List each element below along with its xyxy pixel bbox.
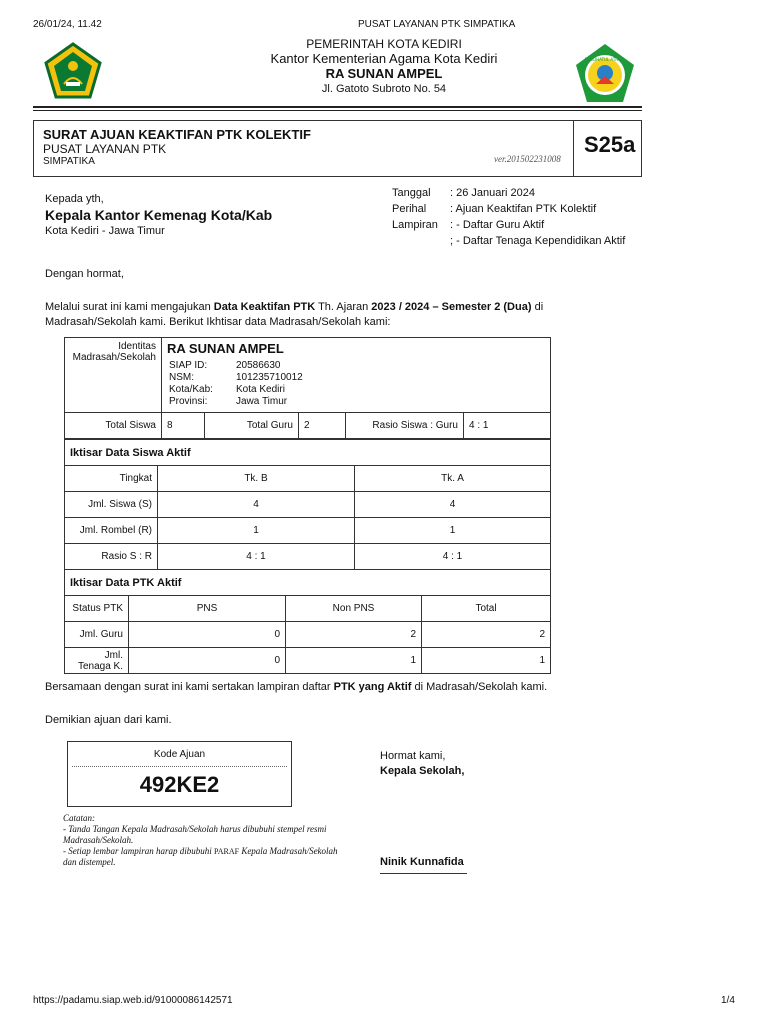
table-row: [65, 466, 551, 492]
identity-school-name: RA SUNAN AMPEL: [167, 341, 284, 356]
field-label: Provinsi:: [169, 396, 208, 407]
row-label: Jml. Guru: [65, 622, 129, 648]
cell: 4 : 1: [158, 544, 355, 570]
cell: 4 : 1: [355, 544, 551, 570]
notes-title: Catatan:: [63, 813, 96, 823]
row-label: Jml. Siswa (S): [65, 492, 158, 518]
row-label: Jml. Tenaga K.: [65, 648, 129, 674]
ptk-summary-table: [64, 569, 551, 674]
total-guru-value: 2: [299, 413, 346, 439]
cell: 2: [422, 622, 551, 648]
signature-title: Kepala Sekolah,: [380, 765, 465, 777]
recipient-name: Kepala Kantor Kemenag Kota/Kab: [45, 207, 273, 223]
col-header: Tk. A: [355, 466, 551, 492]
siswa-summary-table: [64, 439, 551, 570]
total-siswa-label: Total Siswa: [65, 413, 162, 439]
closing-paragraph: Demikian ajuan dari kami.: [45, 714, 172, 726]
letterhead-office: Kantor Kementerian Agama Kota Kediri: [270, 51, 498, 66]
page-url: https://padamu.siap.web.id/91000086142571: [33, 995, 233, 1006]
rasio-value: 4 : 1: [464, 413, 551, 439]
row-label: Rasio S : R: [65, 544, 158, 570]
greeting: Dengan hormat,: [45, 268, 124, 280]
cell: 0: [129, 648, 286, 674]
title-divider: [573, 121, 574, 176]
document-subtitle: PUSAT LAYANAN PTK: [43, 142, 167, 156]
signature-line: [380, 873, 467, 874]
cell: 1: [355, 518, 551, 544]
table-row: [65, 622, 551, 648]
letterhead-address: Jl. Gatoto Subroto No. 54: [321, 83, 447, 95]
letterhead-school: RA SUNAN AMPEL: [325, 66, 443, 81]
col-header: PNS: [129, 596, 286, 622]
col-label: Status PTK: [65, 596, 129, 622]
subject-label: Perihal: [392, 203, 427, 215]
table-row: [65, 648, 551, 674]
code-divider: [72, 766, 287, 767]
intro-paragraph: Melalui surat ini kami mengajukan Data Keaktifan PTK Th. Ajaran 2023 / 2024 – Semester 2 (Dua) di Madrasah/Sekolah kami. Berikut Ikhtisar data Madrasah/Sekolah kami:: [45, 301, 544, 328]
field-value: 20586630: [236, 360, 281, 371]
print-title: PUSAT LAYANAN PTK SIMPATIKA: [358, 19, 516, 30]
field-label: Kota/Kab:: [169, 384, 213, 395]
system-name: SIMPATIKA: [43, 156, 95, 167]
print-datetime: 26/01/24, 11.42: [33, 19, 102, 30]
col-header: Non PNS: [286, 596, 422, 622]
cell: 2: [286, 622, 422, 648]
page-number: 1/4: [721, 995, 735, 1006]
cell: 1: [422, 648, 551, 674]
recipient-salutation: Kepada yth,: [45, 193, 104, 205]
col-header: Tk. B: [158, 466, 355, 492]
attachment-paragraph: Bersamaan dengan surat ini kami sertakan lampiran daftar PTK yang Aktif di Madrasah/Sekolah kami.: [45, 681, 548, 693]
table-row: [65, 492, 551, 518]
total-guru-label: Total Guru: [205, 413, 299, 439]
col-label: Tingkat: [65, 466, 158, 492]
cell: 4: [158, 492, 355, 518]
col-header: Total: [422, 596, 551, 622]
field-value: Kota Kediri: [236, 384, 285, 395]
cell: 1: [286, 648, 422, 674]
date-value: : 26 Januari 2024: [450, 187, 536, 199]
field-label: NSM:: [169, 372, 194, 383]
siswa-heading: Iktisar Data Siswa Aktif: [65, 440, 551, 466]
submission-code: 492KE2: [139, 772, 220, 797]
letterhead-rule: [33, 106, 642, 108]
notes-line: - Tanda Tangan Kepala Madrasah/Sekolah harus dibubuhi stempel resmi Madrasah/Sekolah.: [63, 824, 327, 845]
letterhead-rule-thin: [33, 110, 642, 111]
table-row: [65, 518, 551, 544]
attachment-value-1: : - Daftar Guru Aktif: [450, 219, 545, 231]
title-box: [33, 120, 642, 177]
submission-code-label: Kode Ajuan: [153, 749, 206, 760]
rasio-label: Rasio Siswa : Guru: [346, 413, 464, 439]
subject-value: : Ajuan Keaktifan PTK Kolektif: [450, 203, 597, 215]
attachment-label: Lampiran: [392, 219, 438, 231]
emblem-text: RAUDHATUL ATHFAL: [584, 57, 626, 62]
document-title: SURAT AJUAN KEAKTIFAN PTK KOLEKTIF: [43, 127, 311, 142]
table-row: [65, 596, 551, 622]
cell: 4: [355, 492, 551, 518]
identity-table: [64, 337, 551, 439]
identity-details: [162, 338, 551, 413]
notes: [63, 813, 343, 868]
field-value: Jawa Timur: [236, 396, 288, 407]
form-code: S25a: [584, 132, 636, 157]
cell: 1: [158, 518, 355, 544]
table-row: [65, 544, 551, 570]
row-label: Jml. Rombel (R): [65, 518, 158, 544]
notes-line: - Setiap lembar lampiran harap dibubuhi PARAF Kepala Madrasah/Sekolah dan distempel.: [63, 846, 338, 867]
signature-greeting: Hormat kami,: [380, 750, 446, 762]
field-value: 101235710012: [236, 372, 303, 383]
attachment-value-2: ; - Daftar Tenaga Kependidikan Aktif: [450, 235, 626, 247]
date-label: Tanggal: [392, 187, 431, 199]
school-emblem-icon: [574, 42, 636, 104]
identity-label: Identitas Madrasah/Sekolah: [65, 338, 162, 413]
submission-code-box: [67, 741, 292, 807]
identity-fields: [167, 359, 305, 409]
version-label: ver.201502231008: [494, 154, 561, 164]
signatory-name: Ninik Kunnafida: [380, 856, 464, 868]
total-siswa-value: 8: [162, 413, 205, 439]
ptk-heading: Iktisar Data PTK Aktif: [65, 570, 551, 596]
letter-meta: [390, 184, 627, 250]
cell: 0: [129, 622, 286, 648]
letterhead-gov: PEMERINTAH KOTA KEDIRI: [306, 37, 462, 51]
recipient-location: Kota Kediri - Jawa Timur: [45, 225, 165, 237]
field-label: SIAP ID:: [169, 360, 208, 371]
